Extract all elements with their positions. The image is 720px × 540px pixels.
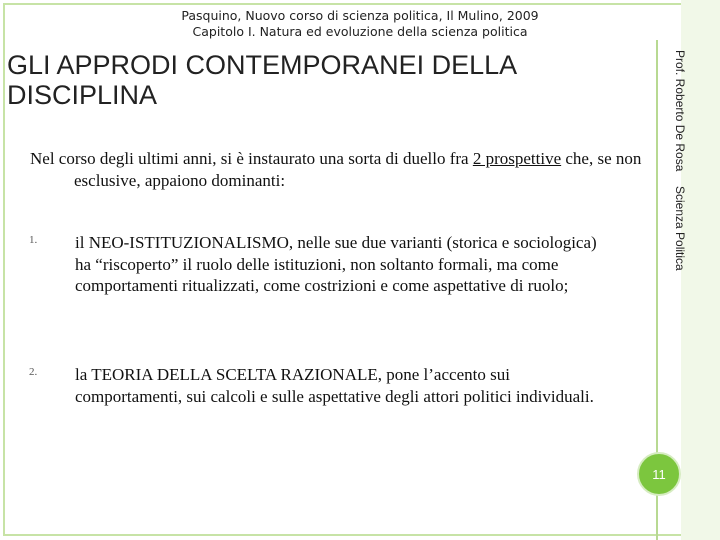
intro-emphasis: 2 prospettive [472,149,562,168]
list-item-text-after: , nelle sue due varianti (storica e sociologica) ha “riscoperto” il ruolo delle istituzioni, non soltanto formali, ma come comportamenti ritualizzati, come costrizioni e come aspettative di ruolo; [75,233,597,295]
reference-header [0,8,720,40]
slide-title: GLI APPRODI CONTEMPORANEI DELLA DISCIPLINA [7,50,516,110]
reference-line-1: Pasquino, Nuovo corso di scienza politica, Il Mulino, 2009 [181,8,539,23]
list-item-text-after: , pone l’accento sui comportamenti, sui calcoli e sulle aspettative degli attori politici individuali. [75,365,594,406]
intro-paragraph [30,148,684,191]
intro-text-before: Nel corso degli ultimi anni, si è instaurato una sorta di duello fra [30,149,473,168]
list-item-text [75,232,615,297]
list-item-term: NEO-ISTITUZIONALISMO [88,233,289,252]
list-item-number: 1. [29,234,38,246]
intro-text-after: che, se non esclusive, appaiono dominanti: [74,149,642,190]
list-item-text [75,364,615,407]
list-item-number: 2. [29,366,38,378]
list-item-text-before: il [75,233,89,252]
reference-line-2: Capitolo I. Natura ed evoluzione della scienza politica [192,24,528,39]
list-item-term: TEORIA DELLA SCELTA RAZIONALE [91,365,378,384]
author-label: Prof. Roberto De Rosa [673,50,687,172]
page-number-badge: 11 [637,452,681,496]
list-item-text-before: la [75,365,92,384]
subject-label: Scienza Politica [673,186,687,271]
